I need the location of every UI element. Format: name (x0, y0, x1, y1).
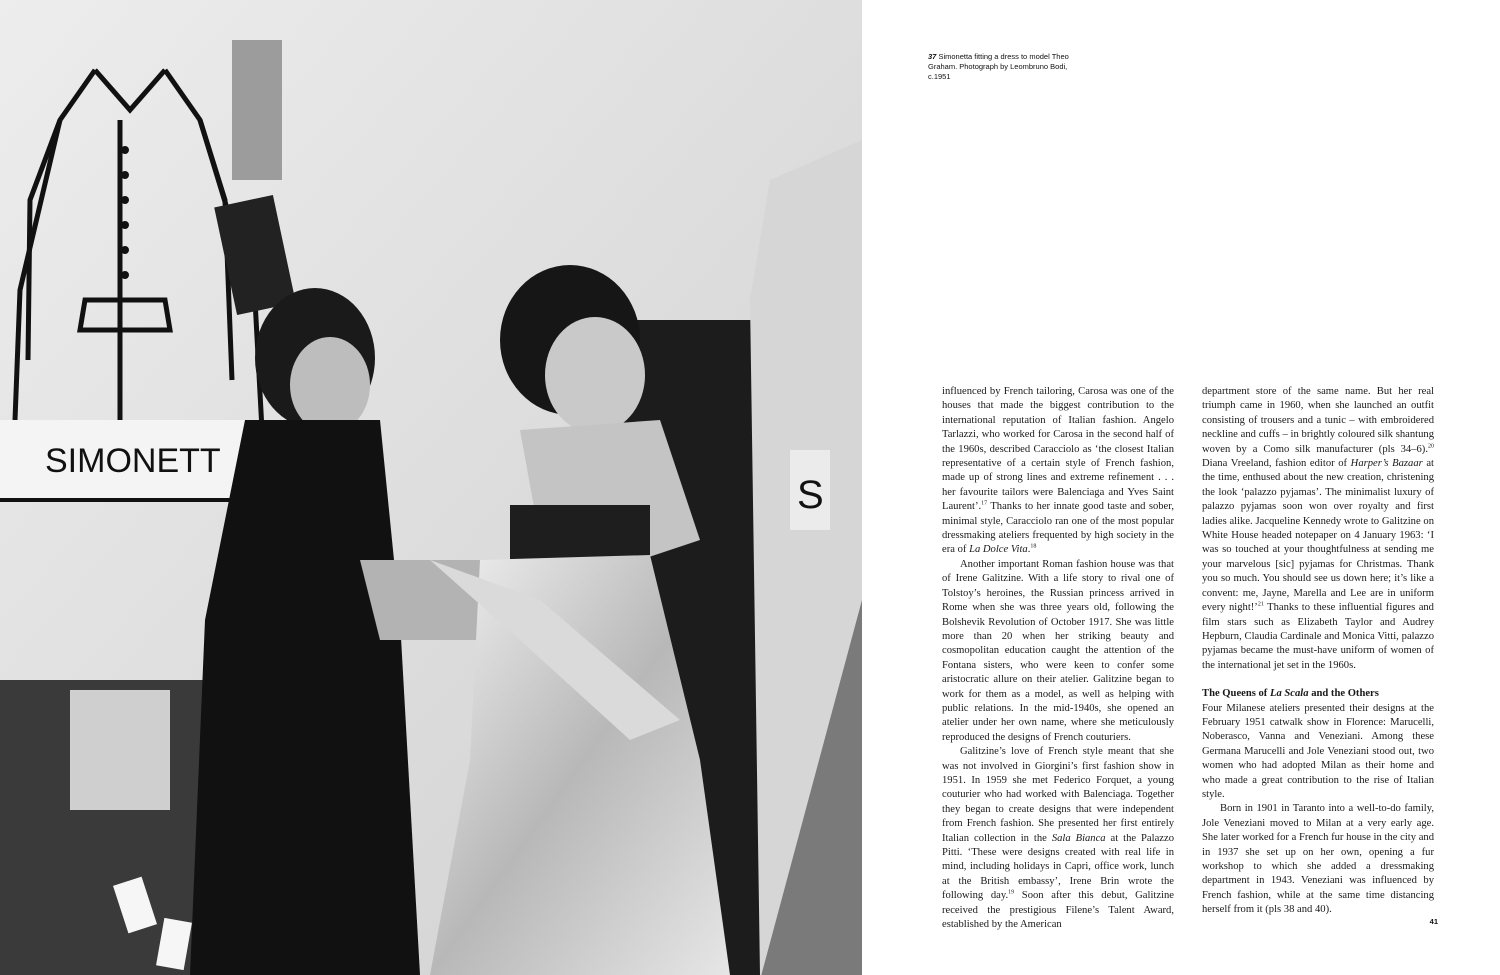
bodice (510, 505, 650, 560)
paragraph-text: Born in 1901 in Taranto into a well-to-do family, Jole Veneziani moved to Milan at a very early age. She later worked for a French fur house in the city and in 1937 she set up on her own, opening a fur workshop to which she added a dressmaking department in 1943. Veneziani was influenced by French fashion, while at the same time distancing herself from it (pls 38 and 40). (1202, 803, 1434, 916)
italic-title: Sala Bianca (1051, 832, 1106, 844)
paragraph (1202, 802, 1434, 917)
paragraph-text: Diana Vreeland, fashion editor of (1202, 458, 1351, 470)
footnote-marker: 21 (1257, 601, 1264, 608)
italic-title: Harper’s Bazaar (1350, 458, 1423, 470)
page-number: 41 (1429, 917, 1438, 926)
paragraph (942, 558, 1174, 745)
italic-title: La Dolce Vita (969, 544, 1028, 556)
heading-text: The Queens of (1202, 688, 1270, 700)
paragraph-text: Four Milanese ateliers presented their designs at the February 1951 catwalk show in Florence: Marucelli, Noberasco, Vanna and Veneziani. Among these Germana Marucelli and Jole Veneziani stood out, two women who had adopted Milan as their home and who made a great contribution to the rise of Italian style. (1202, 702, 1434, 800)
sign-text: SIMONETT (45, 442, 221, 480)
footnote-marker: 17 (981, 500, 988, 507)
paragraph-text: Another important Roman fashion house was that of Irene Galitzine. With a life story to rival one of Tolstoy’s heroines, the Russian princess arrived in Rome when she was three years old, following the Bolshevik Revolution of October 1917. She was little more than 20 when her striking beauty and cosmopolitan education caught the attention of the Fontana sisters, who were keen to confer some aristocratic allure on their atelier. Galitzine began to work for them as a model, as well as helping with public relations. In the mid-1940s, she opened an atelier under her own name, where she meticulously reproduced the designs of French couturiers. (942, 558, 1174, 743)
paragraph-text: department store of the same name. But her real triumph came in 1960, when she launched an outfit consisting of trousers and a tunic – with embroidered neckline and cuffs – in brightly coloured silk shantung woven by a Como silk manufacturer (pls 34–6). (1202, 386, 1434, 455)
rack-letter: S (797, 473, 824, 517)
paragraph (942, 385, 1174, 558)
paragraph (1202, 702, 1434, 803)
footnote-marker: 18 (1030, 543, 1037, 550)
paragraph-text: Thanks to these influential figures and film stars such as Elizabeth Taylor and Audrey Hepburn, Claudia Cardinale and Monica Vitti, palazzo pyjamas became the must-have uniform of women of the international jet set in the 1960s. (1202, 602, 1434, 671)
paragraph-text: Galitzine’s love of French style meant that she was not involved in Giorgini’s first fashion show in 1951. In 1959 she met Federico Forquet, a young couturier who had worked with Balenciaga. Together they began to create designs that were independent from French fashion. She presented her first entirely Italian collection in the (942, 746, 1174, 844)
paragraph (942, 745, 1174, 932)
section-heading (1202, 687, 1434, 701)
paragraph-text: influenced by French tailoring, Carosa was one of the houses that made the biggest contribution to the international reputation of Italian fashion. Angelo Tarlazzi, who worked for Carosa in the second half of the 1960s, described Caracciolo as ‘the closest Italian representative of a certain style of French fashion, made up of strong lines and extreme refinement . . . her favourite tailors were Balenciaga and Yves Saint Laurent’. (942, 386, 1174, 513)
paragraph-text: . (1027, 544, 1031, 556)
footnote-marker: 19 (1008, 889, 1015, 896)
paint-swatch (232, 40, 282, 180)
text-column-right (1202, 385, 1434, 918)
heading-text: and the Others (1308, 688, 1379, 700)
fabric-bundle (70, 690, 170, 810)
paragraph-text: at the time, enthused about the new creation, christening the look ‘palazzo pyjamas’. The minimalist luxury of palazzo pyjamas soon won over royalty and first ladies alike. Jacqueline Kennedy wrote to Galitzine on White House headed notepaper on 4 January 1963: ‘I was so touched at your thoughtfulness at sending me your marvelous [sic] pyjamas for Christmas. Thank you so much. You should see us down here; it’s like a convent: me, Jayne, Marella and Lee are in uniform every night!’ (1202, 458, 1434, 614)
figure-caption (928, 52, 1078, 82)
text-page (862, 0, 1500, 975)
paragraph (1202, 385, 1434, 673)
caption-text: Simonetta fitting a dress to model Theo Graham. Photograph by Leombruno Bodi, c.1951 (928, 52, 1069, 81)
paragraph-text: at the Palazzo Pitti. ‘These were designs created with real life in mind, including holidays in Capri, office work, lunch at the British embassy’, Irene Brin wrote the following day. (942, 832, 1174, 902)
paragraph-text: Soon after this debut, Galitzine received the prestigious Filene’s Talent Award, established by the American (942, 890, 1174, 931)
heading-italic: La Scala (1269, 688, 1309, 700)
paragraph-text: Thanks to her innate good taste and sober, minimal style, Caracciolo ran one of the most popular dressmaking ateliers frequented by high society in the era of (942, 501, 1174, 556)
text-column-left (942, 385, 1174, 932)
footnote-marker: 20 (1428, 443, 1434, 450)
caption-number: 37 (928, 52, 937, 61)
